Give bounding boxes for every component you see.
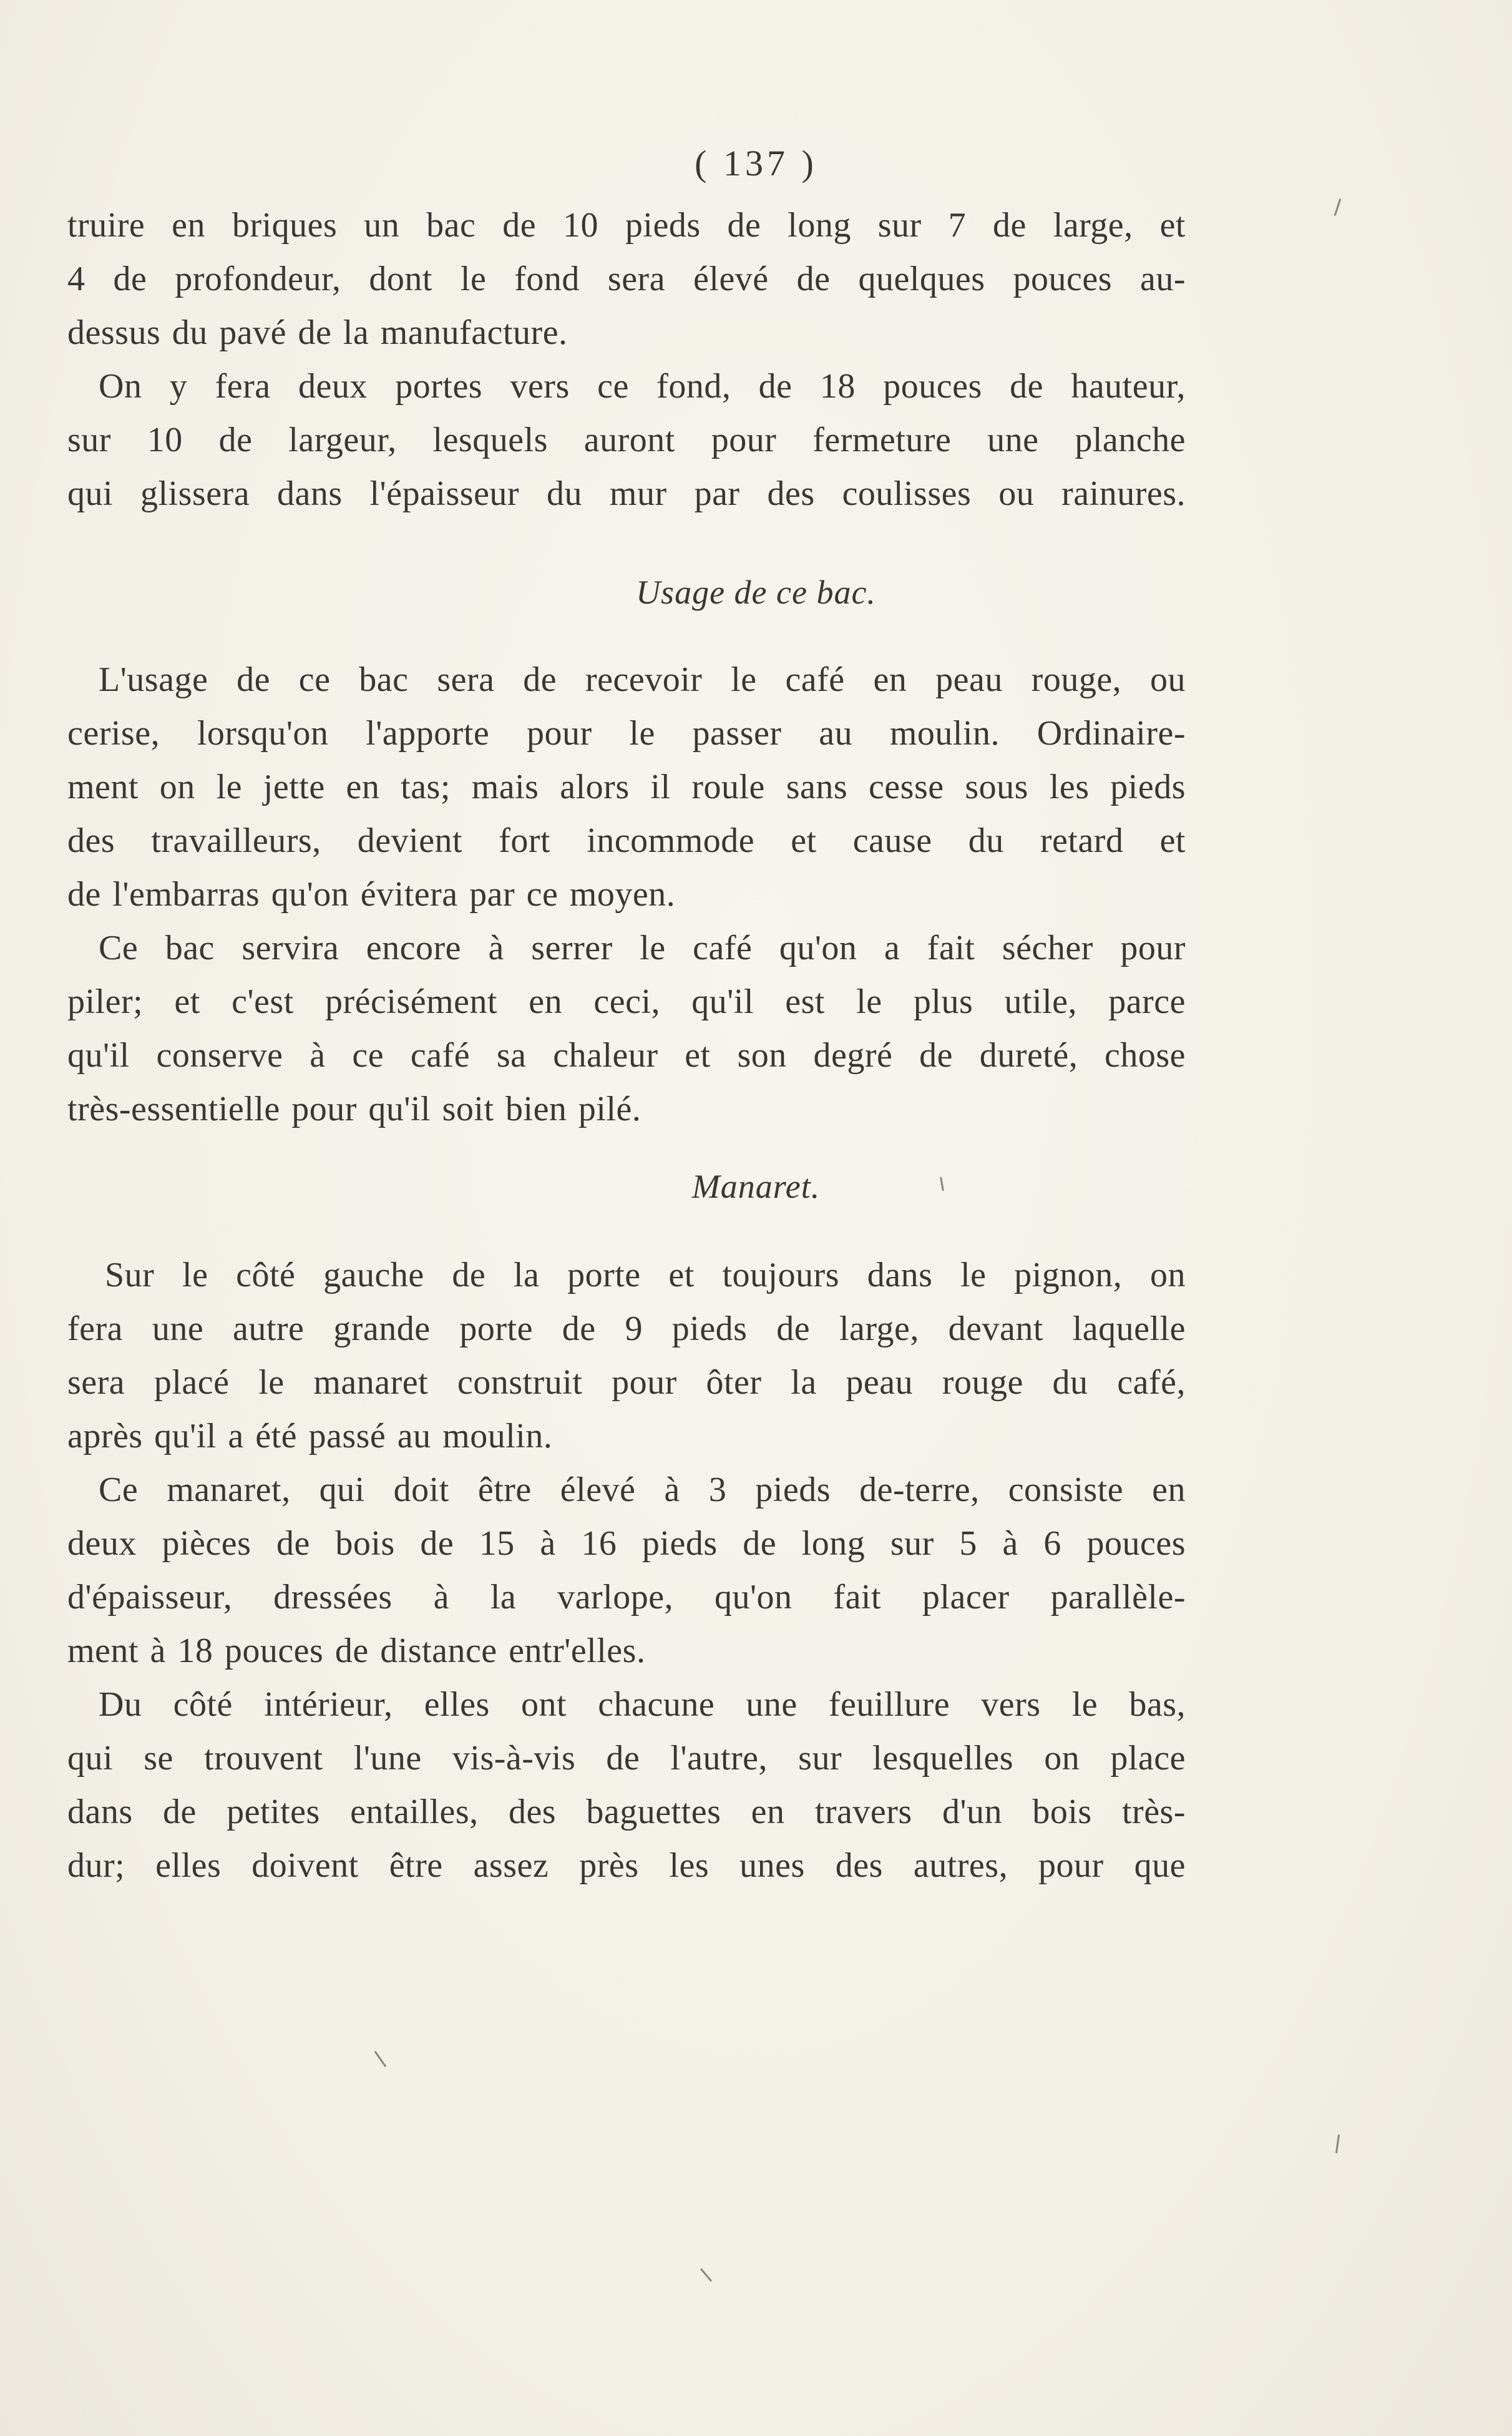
text-line: de l'embarras qu'on évitera par ce moyen. (67, 875, 676, 914)
text-line: On y fera deux portes vers ce fond, de 18 pouces de hauteur, (99, 367, 1186, 406)
print-mark (1334, 198, 1342, 216)
text-line: cerise, lorsqu'on l'apporte pour le passer au moulin. Ordinaire- (67, 714, 1186, 753)
text-line: truire en briques un bac de 10 pieds de long sur 7 de large, et (67, 206, 1186, 245)
text-line: ment on le jette en tas; mais alors il roule sans cesse sous les pieds (67, 768, 1186, 806)
text-line: deux pièces de bois de 15 à 16 pieds de long sur 5 à 6 pouces (67, 1524, 1186, 1563)
section-heading-usage: Usage de ce bac. (636, 574, 876, 611)
text-line: dur; elles doivent être assez près les unes des autres, pour que (67, 1846, 1186, 1885)
text-line: sera placé le manaret construit pour ôter la peau rouge du café, (67, 1363, 1186, 1402)
print-mark (374, 2051, 387, 2067)
text-line: 4 de profondeur, dont le fond sera élevé de quelques pouces au- (67, 260, 1186, 298)
text-line: dans de petites entailles, des baguettes en travers d'un bois très- (67, 1793, 1186, 1831)
page-number: ( 137 ) (695, 143, 817, 183)
text-line: qu'il conserve à ce café sa chaleur et son degré de dureté, chose (67, 1036, 1186, 1075)
text-line: L'usage de ce bac sera de recevoir le café en peau rouge, ou (99, 660, 1186, 699)
text-line: Sur le côté gauche de la porte et toujours dans le pignon, on (105, 1256, 1186, 1294)
print-mark (700, 2268, 712, 2282)
text-line: sur 10 de largeur, lesquels auront pour fermeture une planche (67, 421, 1186, 459)
text-line: après qu'il a été passé au moulin. (67, 1417, 553, 1455)
print-mark (1335, 2135, 1340, 2153)
text-line: Ce manaret, qui doit être élevé à 3 pieds de-terre, consiste en (99, 1470, 1186, 1509)
text-line: d'épaisseur, dressées à la varlope, qu'on fait placer parallèle- (67, 1578, 1186, 1617)
section-heading-manaret: Manaret. (691, 1168, 821, 1205)
text-line: ment à 18 pouces de distance entr'elles. (67, 1631, 646, 1670)
text-line: fera une autre grande porte de 9 pieds de large, devant laquelle (67, 1309, 1186, 1348)
text-line: Du côté intérieur, elles ont chacune une feuillure vers le bas, (99, 1685, 1186, 1724)
text-line: dessus du pavé de la manufacture. (67, 313, 568, 352)
text-line: Ce bac servira encore à serrer le café qu'on a fait sécher pour (99, 929, 1186, 967)
text-line: piler; et c'est précisément en ceci, qu'il est le plus utile, parce (67, 982, 1186, 1021)
text-line: très-essentielle pour qu'il soit bien pilé. (67, 1090, 641, 1128)
text-line: des travailleurs, devient fort incommode et cause du retard et (67, 821, 1186, 860)
text-line: qui glissera dans l'épaisseur du mur par des coulisses ou rainures. (67, 474, 1186, 513)
text-line: qui se trouvent l'une vis-à-vis de l'autre, sur lesquelles on place (67, 1739, 1186, 1778)
